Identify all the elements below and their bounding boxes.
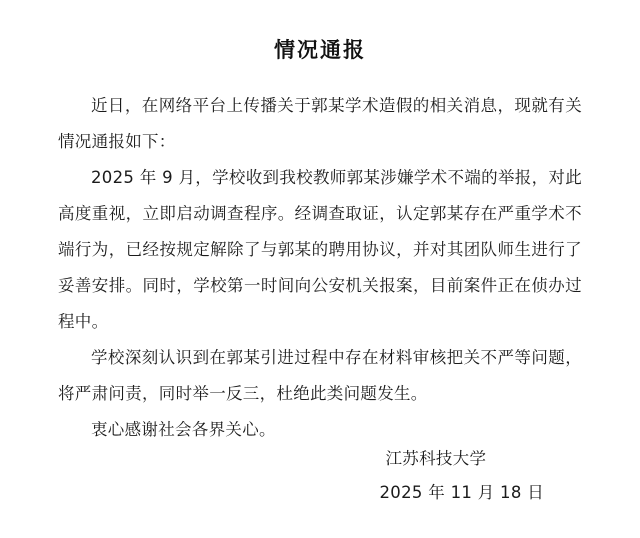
paragraph-1: 近日，在网络平台上传播关于郭某学术造假的相关消息，现就有关情况通报如下： — [58, 96, 582, 151]
page-title: 情况通报 — [274, 38, 366, 62]
paragraph-2: 2025 年 9 月，学校收到我校教师郭某涉嫌学术不端的举报，对此高度重视，立即启动调查程序。经调查取证，认定郭某存在严重学术不端行为，已经按规定解除了与郭某的聘用协议，并对其团队师生进行了妥善安排。同时，学校第一时间向公安机关报案，目前案件正在侦办过程中。 — [58, 168, 582, 331]
paragraph-3: 学校深刻认识到在郭某引进过程中存在材料审核把关不严等问题，将严肃问责，同时举一反三，杜绝此类问题发生。 — [58, 348, 582, 403]
signature-organization: 江苏科技大学 — [385, 449, 487, 468]
signature-date: 2025 年 11 月 18 日 — [379, 483, 544, 502]
signature-block — [379, 442, 544, 510]
document-body — [58, 88, 582, 448]
paragraph-4: 衷心感谢社会各界关心。 — [91, 420, 276, 439]
